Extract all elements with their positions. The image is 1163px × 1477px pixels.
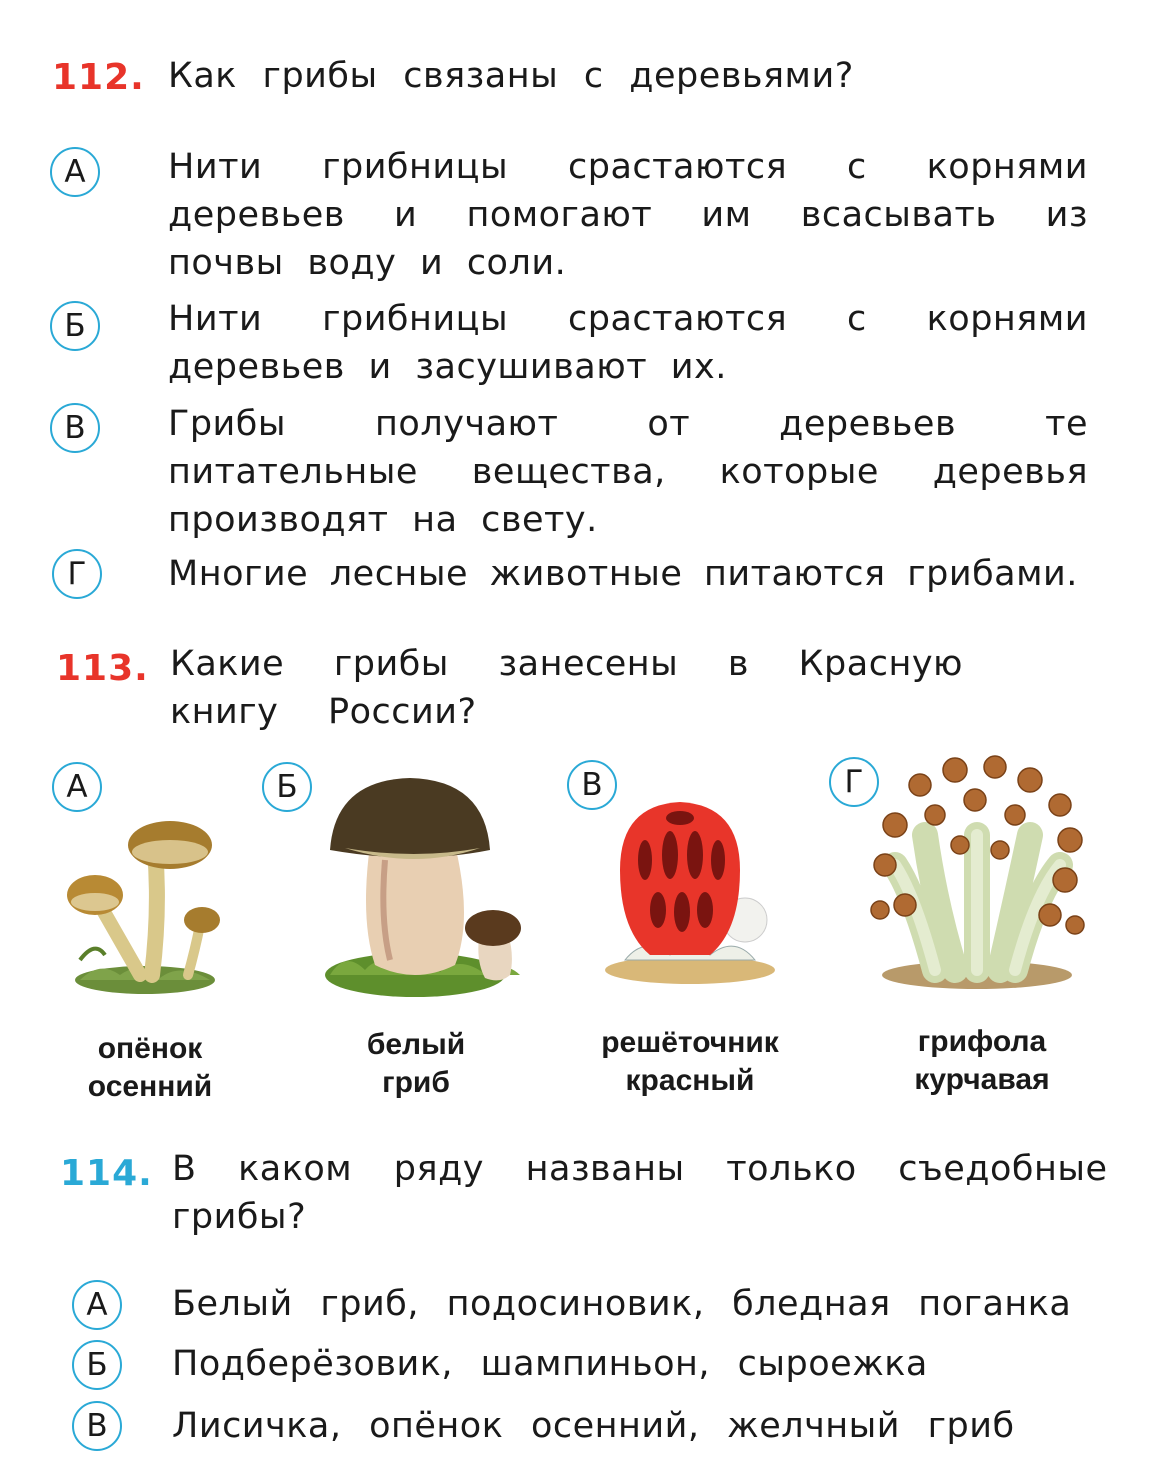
option-text: Нити грибницы срастаются с корнями деревьев и засушивают их.: [168, 299, 1088, 387]
caption-line: опёнок: [97, 1032, 203, 1065]
hen-of-woods-illustration[interactable]: [865, 745, 1090, 995]
question-number: 113.: [56, 648, 149, 689]
question-number: 112.: [52, 57, 145, 98]
option-badge-b[interactable]: Б: [262, 762, 312, 812]
option-text: Грибы получают от деревьев те питательные вещества, которые деревья производят на свету.: [168, 404, 1088, 540]
caption-line: осенний: [87, 1070, 213, 1103]
option-caption: [852, 1023, 1112, 1099]
option-text: Лисичка, опёнок осенний, желчный гриб: [172, 1406, 1015, 1446]
porcini-mushroom-illustration[interactable]: [325, 770, 525, 1000]
option-badge-b[interactable]: Б: [50, 301, 100, 351]
option-badge-a[interactable]: А: [72, 1280, 122, 1330]
question-text: Как грибы связаны с деревьями?: [168, 56, 854, 96]
option-badge-g[interactable]: Г: [829, 757, 879, 807]
option-caption: [560, 1024, 820, 1100]
option-text: Нити грибницы срастаются с корнями деревьев и помогают им всасывать из почвы воду и соли.: [168, 147, 1088, 283]
option-badge-v[interactable]: В: [72, 1401, 122, 1451]
caption-line: белый: [366, 1028, 466, 1061]
caption-line: гриб: [382, 1066, 450, 1099]
question-text: Какие грибы занесены в Красную книгу России?: [170, 644, 964, 732]
caption-line: курчавая: [914, 1063, 1050, 1096]
option-badge-a[interactable]: А: [50, 147, 100, 197]
caption-line: красный: [625, 1064, 755, 1097]
option-caption: [286, 1026, 546, 1102]
option-caption: [20, 1030, 280, 1106]
option-badge-a[interactable]: А: [52, 762, 102, 812]
option-text: Многие лесные животные питаются грибами.: [168, 554, 1078, 594]
option-badge-v[interactable]: В: [50, 403, 100, 453]
question-number: 114.: [60, 1153, 153, 1194]
option-text: Подберёзовик, шампиньон, сыроежка: [172, 1344, 928, 1384]
caption-line: решёточник: [601, 1026, 779, 1059]
option-text: Белый гриб, подосиновик, бледная поганка: [172, 1284, 1072, 1324]
option-badge-b[interactable]: Б: [72, 1340, 122, 1390]
honey-mushroom-illustration[interactable]: [60, 810, 230, 1000]
option-badge-v[interactable]: В: [567, 760, 617, 810]
caption-line: грифола: [917, 1025, 1047, 1058]
question-text: В каком ряду названы только съедобные грибы?: [172, 1149, 1108, 1237]
red-cage-fungus-illustration[interactable]: [600, 790, 780, 990]
option-badge-g[interactable]: Г: [52, 549, 102, 599]
